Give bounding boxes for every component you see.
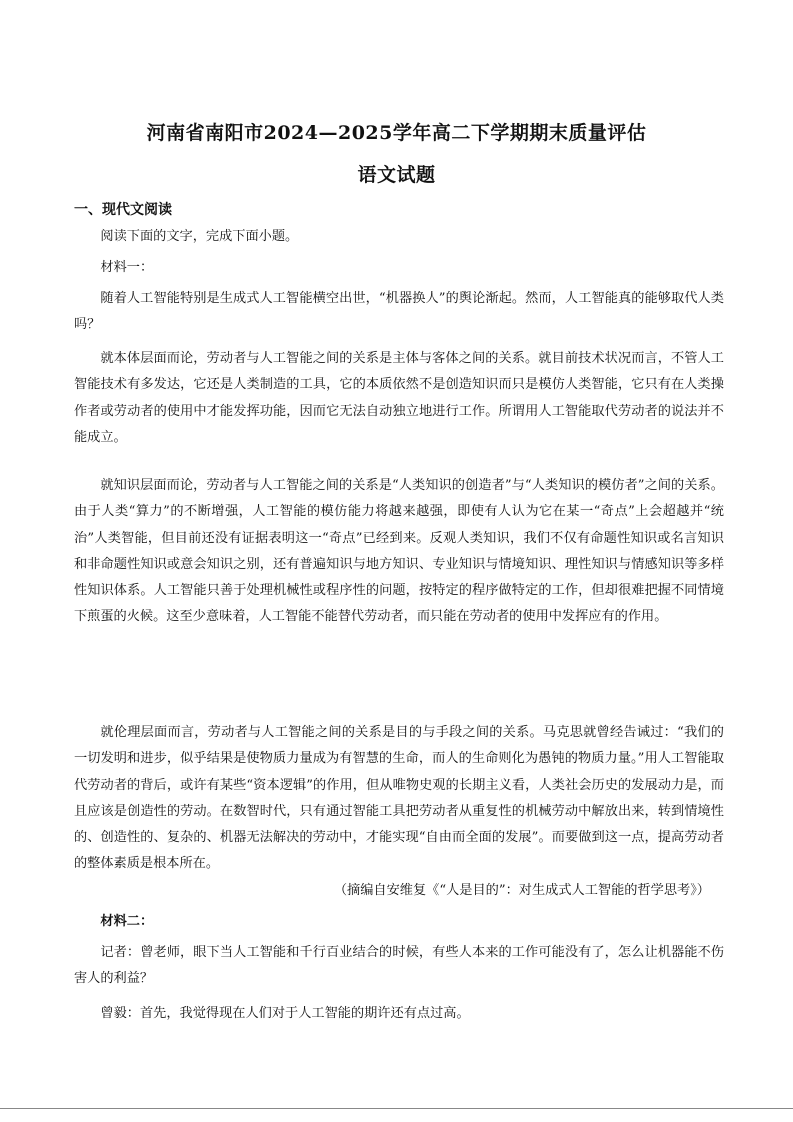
material2-label: 材料二： xyxy=(100,914,154,929)
page-bottom-rule xyxy=(0,1108,793,1109)
paragraph-3: 就知识层面而论，劳动者与人工智能之间的关系是“人类知识的创造者”与“人类知识的模仿者”之间的关系。由于人类“算力”的不断增强，人工智能的模仿能力将越来越强，即使有人认为它在某一“奇点”上会超越并“统治”人类智能，但目前还没有证据表明这一“奇点”已经到来。反观人类知识，我们不仅有命题性知识或名言知识和非命题性知识或意会知识之别，还有普遍知识与地方知识、专业知识与情境知识、理性知识与情感知识等多样性知识体系。人工智能只善于处理机械性或程序性的问题，按特定的程序做特定的工作，但却很难把握不同情境下煎蛋的火候。这至少意味着，人工智能不能替代劳动者，而只能在劳动者的使用中发挥应有的作用。 xyxy=(74,478,724,625)
paragraph-4: 就伦理层面而言，劳动者与人工智能之间的关系是目的与手段之间的关系。马克思就曾经告诫过：“我们的一切发明和进步，似乎结果是使物质力量成为有智慧的生命，而人的生命则化为愚钝的物质力量。”用人工智能取代劳动者的背后，或许有某些“资本逻辑”的作用，但从唯物史观的长期主义看，人类社会历史的发展动力是，而且应该是创造性的劳动。在数智时代，只有通过智能工具把劳动者从重复性的机械劳动中解放出来，转到情境性的、创造性的、复杂的、机器无法解决的劳动中，才能实现“自由而全面的发展”。而要做到这一点，提高劳动者的整体素质是根本所在。 xyxy=(74,725,724,872)
material1-label: 材料一： xyxy=(100,260,154,275)
paragraph-1: 随着人工智能特别是生成式人工智能横空出世，“机器换人”的舆论渐起。然而，人工智能真的能够取代人类吗？ xyxy=(74,291,724,333)
interview-question: 记者：曾老师，眼下当人工智能和千行百业结合的时候，有些人本来的工作可能没有了，怎么让机器能不伤害人的利益？ xyxy=(74,945,724,987)
exam-title: 河南省南阳市2024—2025学年高二下学期期末质量评估 xyxy=(146,122,647,144)
instruction-text: 阅读下面的文字，完成下面小题。 xyxy=(100,229,299,244)
interview-answer: 曾毅：首先，我觉得现在人们对于人工智能的期许还有点过高。 xyxy=(100,1006,470,1021)
section-heading: 一、现代文阅读 xyxy=(74,202,172,218)
source-citation: （摘编自安维复《“人是目的”：对生成式人工智能的哲学思考》） xyxy=(333,883,710,898)
exam-subtitle: 语文试题 xyxy=(357,164,436,186)
paragraph-2: 就本体层面而论，劳动者与人工智能之间的关系是主体与客体之间的关系。就目前技术状况而言，不管人工智能技术有多发达，它还是人类制造的工具，它的本质依然不是创造知识而只是模仿人类智能，它只有在人类操作者或劳动者的使用中才能发挥功能，因而它无法自动独立地进行工作。所谓用人工智能取代劳动者的说法并不能成立。 xyxy=(74,351,724,445)
